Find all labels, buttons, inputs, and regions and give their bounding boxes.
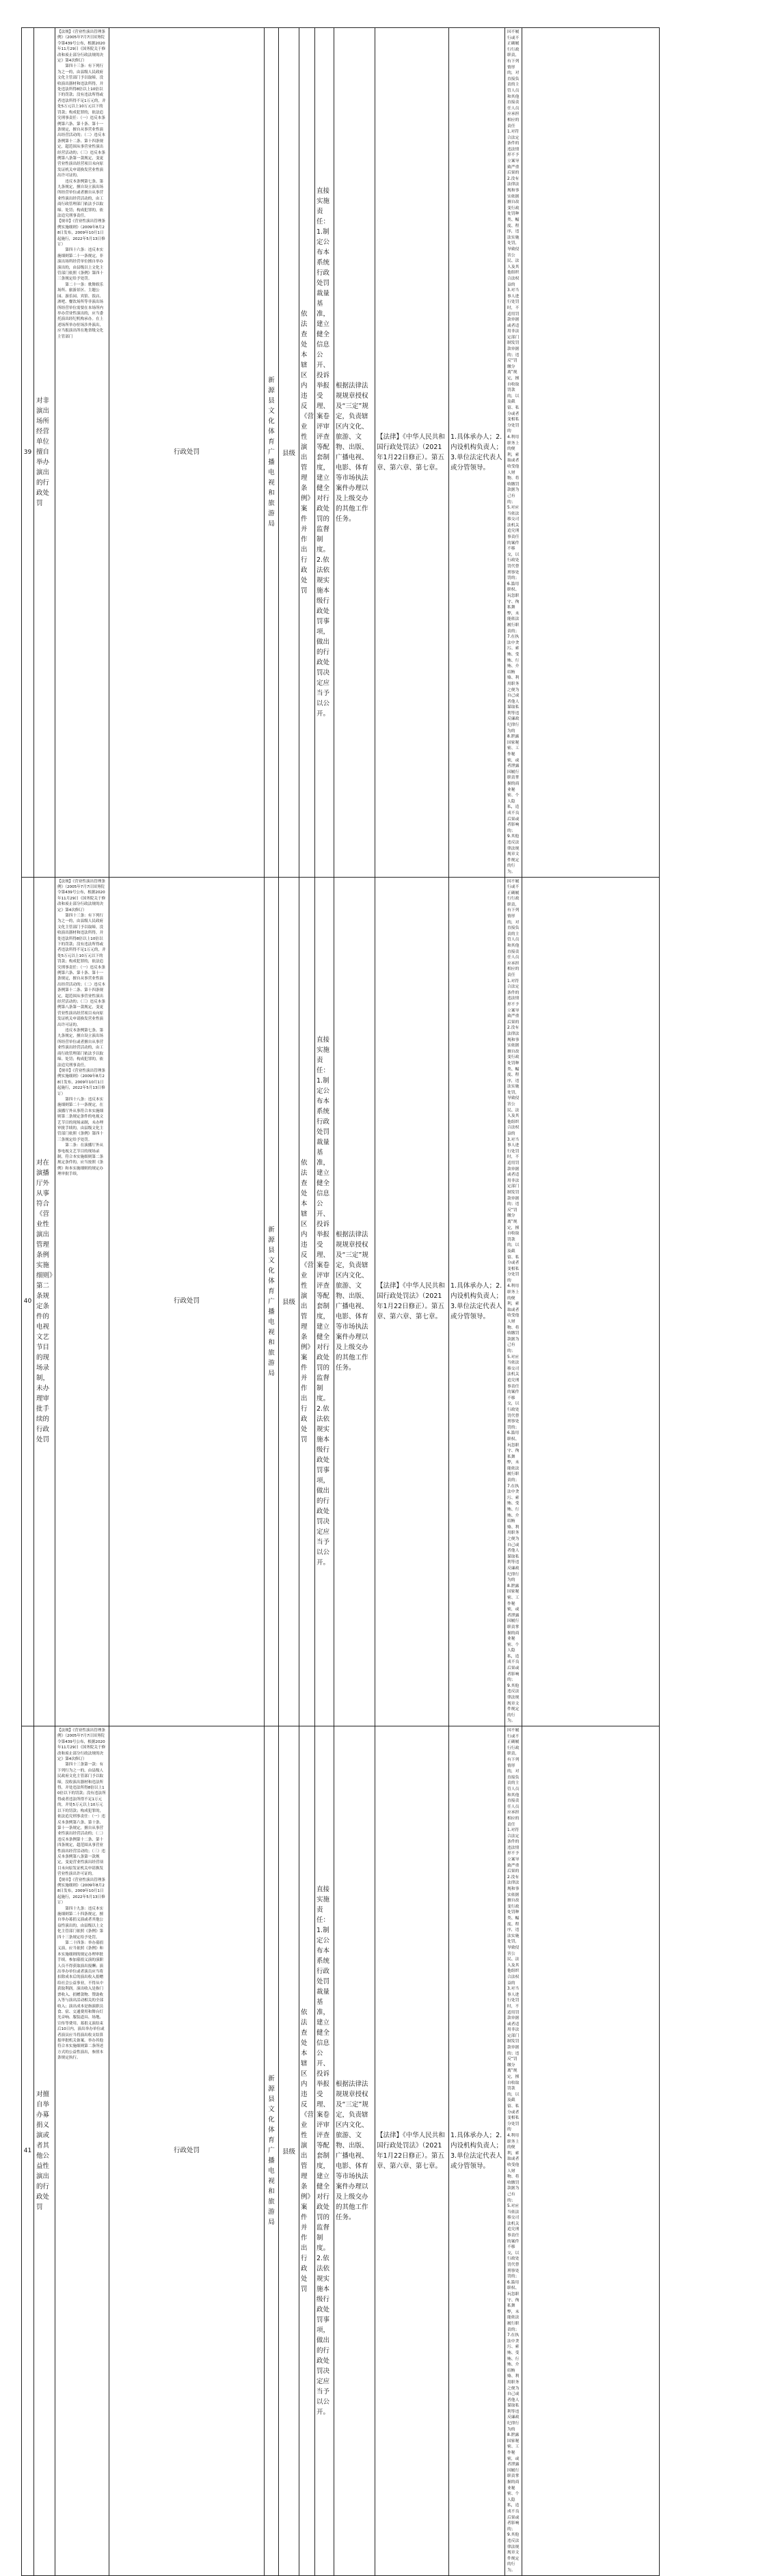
fault-item: 1.对符合法定条件的违法情形不予立案导致严重后果的 — [507, 130, 520, 176]
accountability-cases — [505, 1726, 522, 2576]
responsibility: 依法查处本辖区内违反《营业性演出管理条例》案件并作出行政处罚 — [299, 28, 315, 878]
basis-paragraph: 第二十四条：举办募捐义演，应当依照《条例》和本实施细则的规定办理审批手续。参加募捐义演的演职人员不得获取演出报酬；演出举办单位或者演员应当将扣除成本后的演出收入捐赠给社会公益事业，不得从中获取利润。演出收入是指门票收入、捐赠款物、赞助收入等与演出活动相关的全部收入；演出成本是指演职员食、宿、交通费用和舞台灯光音响、服装道具、场地、宣传等费用。募捐义演结束后10日内，演出举办单位或者演员应当将演出收支结算报审批机关备案。举办其他符合本实施细则第二条所述方式的公益性演出，参照本条规定执行。 — [57, 1941, 105, 2061]
fault-item: 3.对当事人进行处罚时，不适用罚款单据或者适用非法定部门制发罚款单据的；违反“罚缴分离”规定，擅自收取罚款的，以及截留、私分或者变相私分处罚的 — [507, 1987, 520, 2132]
fault-item: 4.利用职务上的便利，索取或者收受他人财物、将收缴罚款据为己有的； — [507, 435, 520, 504]
basis-paragraph: 第四十三条第一款：有下列行为之一的，由县级人民政府文化主管部门予以取缔，没收演出器材和违法所得，并处违法所得8倍以上10倍以下的罚款；没有违法所得或者违法所得不足1万元的，并处5万元以上10万元以下的罚款；构成犯罪的，依法追究刑事责任：（一）违反本条例第六条、第十条、第十一条规定，擅自从事营业性演出经营活动的；（二）违反本条例第十二条、第十四条规定，超范围从事营业性演出经营活动的；（三）违反本条例第八条第一款规定，变更营业性演出经营项目未向原发证机关申请换发营业性演出许可证的。 — [57, 1763, 106, 1877]
fault-item: 因不履行或不正确履行行政职责，有下列情形的，对直接负责的主管人员和其他直接责任人员应承担相应的责任 — [507, 1728, 520, 1827]
fault-item: 5.对应当依法移交司法机关追究刑事责任的案件不移交，以行政处罚代替刑事处罚的； — [507, 506, 520, 581]
basis-paragraph: 【法规】《营业性演出管理条例》（2005年7月7日国务院令第439号公布，根据2020年11月29日《国务院关于修改和废止部分行政法规的决定》第4次修订） — [57, 30, 106, 64]
basis-paragraph: 【法规】《营业性演出管理条例》（2005年7月7日国务院令第439号公布，根据2020年11月29日《国务院关于修改和废止部分行政法规的决定》第4次修订） — [57, 879, 106, 912]
fault-item: 因不履行或不正确履行行政职责，有下列情形的，对直接负责的主管人员和其他直接责任人员应承担相应的责任 — [507, 879, 520, 977]
basis-paragraph: 违反本条例第七条、第九条规定，擅自设立演出场所经营单位或者擅自从事营业性演出经营活动的，由工商行政管理部门依法予以取缔、处罚；构成犯罪的，依法追究刑事责任。 — [57, 1029, 104, 1068]
impl-item: 1.制定公布本系统行政处罚裁量基准，建立健全信息公开、投诉举报受理、案卷评审评查等配套制度，建立健全对行政处罚的监督制度。 — [317, 1077, 330, 1403]
fault-item: 2.没有法律法规和事实依据擅自改变行政处罚种类、幅度、程序，违法实施处罚，导致侵害公民、法人及其他组织合法权益的 — [507, 1026, 520, 1137]
level: 县级 — [279, 1726, 299, 2576]
table-row — [22, 1726, 746, 2576]
basis-paragraph: 第四十六条：违反本实施细则第二十一条规定，非演出场所经营单位擅自举办演出的，由县级以上文化主管部门依照《条例》第四十三条规定给予处罚。 — [57, 248, 104, 282]
basis-paragraph: 【规章】《营业性演出管理条例实施细则》（2009年8月28日发布，2009年10月1日起施行，2022年5月13日修订） — [57, 219, 105, 247]
fault-item: 2.没有法律法规和事实依据擅自改变行政处罚种类、幅度、程序，违法实施处罚，导致侵害公民、法人及其他组织合法权益的 — [507, 1875, 520, 1985]
impl-item: 1.制定公布本系统行政处罚裁量基准，建立健全信息公开、投诉举报受理、案卷评审评查等配套制度，建立健全对行政处罚的监督制度。 — [317, 228, 330, 554]
basis-paragraph: 违反本条例第七条、第九条规定，擅自设立演出场所经营单位或者擅自从事营业性演出经营活动的，由工商行政管理部门依法予以取缔、处罚；构成犯罪的，依法追究刑事责任。 — [57, 179, 104, 218]
fault-item: 8.泄露国家秘密、工作秘密，或者泄露因履行职责掌握的商业秘密、个人隐私，造成不良后果或者影响的； — [507, 735, 520, 833]
table-row — [22, 28, 746, 878]
fault-item: 9.其他违反法律法规规章文件规定的行为。 — [507, 2533, 520, 2573]
fault-item: 7.在执法中贪污、索贿、受贿、行贿、介绍贿赂、利用职务之便为自己或者他人谋取私利等违反廉政纪律行为的 — [507, 2333, 520, 2432]
impl-item: 2.依法依规实施本级行政处罚事项，做出的行政处罚决定应当予以公开。 — [317, 1405, 330, 1567]
accountability-cases — [505, 877, 522, 1726]
implementation-duties — [315, 877, 334, 1726]
duty-basis: 【法律】《中华人民共和国行政处罚法》（2021年1月22日修正）。第五章、第六章、第七章。 — [375, 1726, 449, 2576]
implementing-department: 新源县文化体育广播电视和旅游局 — [265, 877, 279, 1726]
fault-item: 4.利用职务上的便利，索取或者收受他人财物、将收缴罚款据为己有的； — [507, 2133, 520, 2203]
basis-paragraph: 第四十八条：违反本实施细则第二十一条规定，在演播厅外从事符合本实施细则第二条规定条件的电视文艺节目的现场录制，未办理审批手续的，由县级文化主管部门依照《条例》第四十三条规定给予处罚。 — [57, 1097, 104, 1142]
impl-item: 2.依法依规实施本级行政处罚事项，做出的行政处罚决定应当予以公开。 — [317, 2254, 330, 2416]
duty-description: 根据法律法规规章授权及“三定”规定，负责辖区内文化、旅游、文物、出版、广播电视、电影、体育等市场执法案件办理以及上级交办的其他工作任务。 — [334, 28, 375, 878]
duty-description: 根据法律法规规章授权及“三定”规定，负责辖区内文化、旅游、文物、出版、广播电视、电影、体育等市场执法案件办理以及上级交办的其他工作任务。 — [334, 1726, 375, 2576]
duty-description: 根据法律法规规章授权及“三定”规定，负责辖区内文化、旅游、文物、出版、广播电视、电影、体育等市场执法案件办理以及上级交办的其他工作任务。 — [334, 877, 375, 1726]
fault-item: 因不履行或不正确履行行政职责，有下列情形的，对直接负责的主管人员和其他直接责任人员应承担相应的责任 — [507, 30, 520, 128]
responsibility: 依法查处本辖区内违反《营业性演出管理条例》案件并作出行政处罚 — [299, 877, 315, 1726]
item-name: 对擅自举办募捐义演或者其他公益性演出的行政处罚 — [34, 1726, 55, 2576]
basis-paragraph: 第二十一条：歌舞娱乐场所、旅游景区、主题公园、游乐园、宾馆、饭店、酒吧、餐饮场所等非演出场所经营单位需要在本场所内举办营业性演出的，应当委托演出经纪机构承办。在上述场所举办驻场涉外演出，应当报演出所在地省级文化主管部门 — [57, 282, 104, 339]
implementation-duties — [315, 1726, 334, 2576]
remarks — [522, 1726, 660, 2576]
item-name: 对在演播厅外从事符合《营业性演出管理条例实施细则》第二条规定条件的电视文艺节目的现场录制，未办理审批手续的行政处罚 — [34, 877, 55, 1726]
responsible-subject: 1.具体承办人；2.内设机构负责人；3.单位法定代表人或分管领导。 — [449, 28, 505, 878]
fault-item: 9.其他违反法律法规规章文件规定的行为。 — [507, 1683, 520, 1724]
impl-item: 2.依法依规实施本级行政处罚事项，做出的行政处罚决定应当予以公开。 — [317, 556, 330, 718]
implementation-duties — [315, 28, 334, 878]
legal-basis — [55, 1726, 109, 2576]
fault-item: 6.滥用职权、玩忽职守、徇私舞弊，未能依法履行职责的； — [507, 2280, 520, 2332]
fault-item: 9.其他违反法律法规规章文件规定的行为。 — [507, 835, 520, 874]
impl-item: 直接实施责任： — [317, 1036, 330, 1075]
power-list-table — [21, 27, 746, 2576]
remarks — [522, 877, 660, 1726]
fault-item: 7.在执法中贪污、索贿、受贿、行贿、介绍贿赂、利用职务之便为自己或者他人谋取私利等违反廉政纪律行为的 — [507, 635, 520, 733]
fault-item: 7.在执法中贪污、索贿、受贿、行贿、介绍贿赂、利用职务之便为自己或者他人谋取私利等违反廉政纪律行为的 — [507, 1484, 520, 1583]
row-number: 39 — [22, 28, 34, 878]
responsibility: 依法查处本辖区内违反《营业性演出管理条例》案件并作出行政处罚 — [299, 1726, 315, 2576]
legal-basis — [55, 28, 109, 878]
responsible-subject: 1.具体承办人；2.内设机构负责人；3.单位法定代表人或分管领导。 — [449, 1726, 505, 2576]
level: 县级 — [279, 28, 299, 878]
power-type: 行政处罚 — [109, 877, 265, 1726]
remarks — [522, 28, 660, 878]
table-row — [22, 877, 746, 1726]
impl-item: 1.制定公布本系统行政处罚裁量基准，建立健全信息公开、投诉举报受理、案卷评审评查等配套制度，建立健全对行政处罚的监督制度。 — [317, 1926, 330, 2252]
fault-item: 8.泄露国家秘密、工作秘密，或者泄露因履行职责掌握的商业秘密、个人隐私，造成不良后果或者影响的； — [507, 2433, 520, 2532]
fault-item: 3.对当事人进行处罚时，不适用罚款单据或者适用非法定部门制发罚款单据的；违反“罚缴分离”规定，擅自收取罚款的，以及截留、私分或者变相私分处罚的 — [507, 288, 520, 434]
basis-paragraph: 【规章】《营业性演出管理条例实施细则》（2009年8月28日发布，2009年10月1日起施行，2022年5月13日修订） — [57, 1068, 105, 1096]
impl-item: 直接实施责任： — [317, 1885, 330, 1924]
fault-item: 5.对应当依法移交司法机关追究刑事责任的案件不移交，以行政处罚代替刑事处罚的； — [507, 1355, 520, 1430]
basis-paragraph: 【规章】《营业性演出管理条例实施细则》（2009年8月28日发布，2009年10月1日起施行，2022年5月13日修订） — [57, 1877, 105, 1906]
fault-item: 5.对应当依法移交司法机关追究刑事责任的案件不移交，以行政处罚代替刑事处罚的； — [507, 2204, 520, 2279]
row-number: 40 — [22, 877, 34, 1726]
fault-item: 6.滥用职权、玩忽职守、徇私舞弊，未能依法履行职责的； — [507, 582, 520, 634]
row-number: 41 — [22, 1726, 34, 2576]
implementing-department: 新源县文化体育广播电视和旅游局 — [265, 28, 279, 878]
basis-paragraph: 第二条：在演播厅外从事电视文艺节目的现场录制，符合本实施细则第二条规定条件的，应当按照《条例》和本实施细则的规定办理审批手续。 — [57, 1143, 104, 1177]
basis-paragraph: 【法规】《营业性演出管理条例》（2005年7月7日国务院令第439号公布，根据2020年11月29日《国务院关于修改和废止部分行政法规的决定》第4次修订） — [57, 1728, 106, 1762]
fault-item: 2.没有法律法规和事实依据擅自改变行政处罚种类、幅度、程序，违法实施处罚，导致侵害公民、法人及其他组织合法权益的 — [507, 176, 520, 287]
basis-paragraph: 第四十三条：有下列行为之一的，由县级人民政府文化主管部门予以取缔，没收演出器材和违法所得，并处违法所得8倍以上10倍以下的罚款；没有违法所得或者违法所得不足1万元的，并处5万元以上10万元以下的罚款；构成犯罪的，依法追究刑事责任：（一）违反本条例第六条、第十条、第十一条规定，擅自从事营业性演出经营活动的；（二）违反本条例第十二条、第十四条规定，超范围从事营业性演出经营活动的；（三）违反本条例第八条第一款规定，变更营业性演出经营项目未向原发证机关申请换发营业性演出许可证的。 — [57, 64, 106, 178]
fault-item: 4.利用职务上的便利，索取或者收受他人财物、将收缴罚款据为己有的； — [507, 1284, 520, 1353]
legal-basis — [55, 877, 109, 1726]
fault-item: 8.泄露国家秘密、工作秘密，或者泄露因履行职责掌握的商业秘密、个人隐私，造成不良后果或者影响的； — [507, 1584, 520, 1683]
item-name: 对非演出场所经营单位擅自举办演出的行政处罚 — [34, 28, 55, 878]
basis-paragraph: 第四十九条：违反本实施细则第二十四条规定，擅自举办募捐义演或者其他公益性演出的，由县级以上文化主管部门依照《条例》第四十三条规定给予处罚。 — [57, 1906, 104, 1940]
fault-item: 1.对符合法定条件的违法情形不予立案导致严重后果的 — [507, 1828, 520, 1874]
fault-item: 1.对符合法定条件的违法情形不予立案导致严重后果的 — [507, 979, 520, 1025]
responsible-subject: 1.具体承办人；2.内设机构负责人；3.单位法定代表人或分管领导。 — [449, 877, 505, 1726]
power-type: 行政处罚 — [109, 28, 265, 878]
duty-basis: 【法律】《中华人民共和国行政处罚法》（2021年1月22日修正）。第五章、第六章、第七章。 — [375, 28, 449, 878]
duty-basis: 【法律】《中华人民共和国行政处罚法》（2021年1月22日修正）。第五章、第六章、第七章。 — [375, 877, 449, 1726]
power-type: 行政处罚 — [109, 1726, 265, 2576]
impl-item: 直接实施责任： — [317, 187, 330, 226]
basis-paragraph: 第四十三条：有下列行为之一的，由县级人民政府文化主管部门予以取缔，没收演出器材和违法所得，并处违法所得8倍以上10倍以下的罚款；没有违法所得或者违法所得不足1万元的，并处5万元以上10万元以下的罚款；构成犯罪的，依法追究刑事责任：（一）违反本条例第六条、第十条、第十一条规定，擅自从事营业性演出经营活动的；（二）违反本条例第十二条、第十四条规定，超范围从事营业性演出经营活动的；（三）违反本条例第八条第一款规定，变更营业性演出经营项目未向原发证机关申请换发营业性演出许可证的。 — [57, 913, 106, 1027]
implementing-department: 新源县文化体育广播电视和旅游局 — [265, 1726, 279, 2576]
level: 县级 — [279, 877, 299, 1726]
accountability-cases — [505, 28, 522, 878]
fault-item: 6.滥用职权、玩忽职守、徇私舞弊，未能依法履行职责的； — [507, 1431, 520, 1483]
fault-item: 3.对当事人进行处罚时，不适用罚款单据或者适用非法定部门制发罚款单据的；违反“罚缴分离”规定，擅自收取罚款的，以及截留、私分或者变相私分处罚的 — [507, 1137, 520, 1283]
